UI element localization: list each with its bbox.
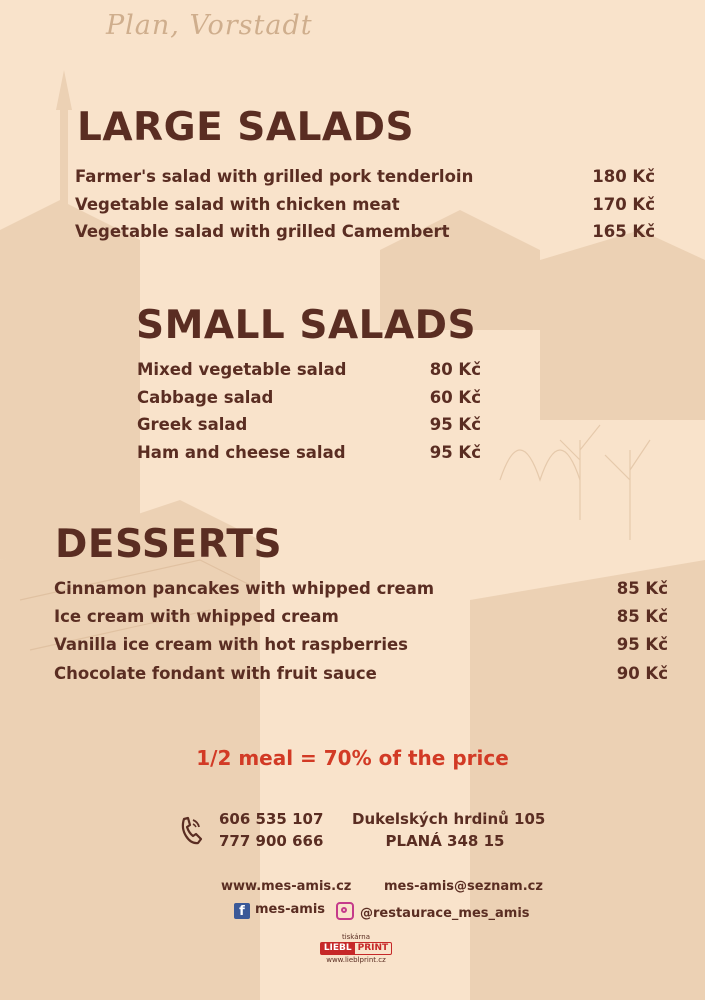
address-street: Dukelských hrdinů 105 <box>352 810 546 828</box>
menu-item <box>137 388 481 407</box>
menu-item-price: 95 Kč <box>429 443 481 462</box>
half-meal-note: 1/2 meal = 70% of the price <box>196 746 509 770</box>
background-caption: Plan, Vorstadt <box>106 10 313 41</box>
facebook-handle: mes-amis <box>255 902 326 917</box>
menu-item <box>75 222 655 241</box>
desserts-heading: DESSERTS <box>55 522 283 567</box>
printer-url: www.lieblprint.cz <box>326 956 386 964</box>
printer-logo <box>310 933 402 964</box>
menu-item <box>54 579 668 598</box>
printer-name-right: PRINT <box>357 943 389 953</box>
address-city: PLANÁ 348 15 <box>385 832 505 850</box>
menu-item-price: 95 Kč <box>616 635 668 654</box>
menu-item-name: Cinnamon pancakes with whipped cream <box>54 579 435 598</box>
menu-item-name: Farmer's salad with grilled pork tenderloin <box>75 167 474 186</box>
printer-name-box <box>320 942 392 955</box>
small-salads-heading: SMALL SALADS <box>136 303 477 348</box>
menu-item-price: 165 Kč <box>592 222 655 241</box>
menu-item <box>54 607 668 626</box>
large-salads-heading: LARGE SALADS <box>77 105 415 150</box>
facebook-link[interactable] <box>234 902 325 919</box>
menu-item <box>75 167 655 186</box>
menu-item-price: 95 Kč <box>429 415 481 434</box>
instagram-handle: @restaurace_mes_amis <box>360 906 530 921</box>
menu-item-price: 90 Kč <box>616 664 668 683</box>
menu-item-price: 85 Kč <box>616 607 668 626</box>
menu-item-name: Vanilla ice cream with hot raspberries <box>54 635 408 654</box>
printer-name-left: LIEBL <box>321 943 355 954</box>
menu-item-name: Ice cream with whipped cream <box>54 607 339 626</box>
menu-item <box>137 360 481 379</box>
instagram-icon <box>336 902 354 920</box>
menu-item-name: Vegetable salad with chicken meat <box>75 195 400 214</box>
menu-item-price: 60 Kč <box>429 388 481 407</box>
menu-item <box>137 415 481 434</box>
menu-item <box>54 664 668 683</box>
email-link[interactable]: mes-amis@seznam.cz <box>384 879 543 894</box>
menu-item-price: 85 Kč <box>616 579 668 598</box>
menu-item-name: Ham and cheese salad <box>137 443 346 462</box>
menu-item <box>75 195 655 214</box>
menu-item-price: 170 Kč <box>592 195 655 214</box>
instagram-link[interactable] <box>336 902 530 921</box>
menu-item-price: 180 Kč <box>592 167 655 186</box>
printer-label: tiskárna <box>341 933 371 941</box>
phone-number[interactable]: 606 535 107 <box>219 810 324 828</box>
phone-number[interactable]: 777 900 666 <box>219 832 324 850</box>
menu-item-name: Vegetable salad with grilled Camembert <box>75 222 450 241</box>
menu-item-name: Mixed vegetable salad <box>137 360 347 379</box>
menu-item <box>137 443 481 462</box>
menu-item-name: Cabbage salad <box>137 388 274 407</box>
phone-icon <box>178 816 204 846</box>
menu-item-price: 80 Kč <box>429 360 481 379</box>
menu-item-name: Greek salad <box>137 415 248 434</box>
website-link[interactable]: www.mes-amis.cz <box>221 879 352 894</box>
facebook-icon: f <box>234 903 250 919</box>
menu-item <box>54 635 668 654</box>
menu-item-name: Chocolate fondant with fruit sauce <box>54 664 377 683</box>
